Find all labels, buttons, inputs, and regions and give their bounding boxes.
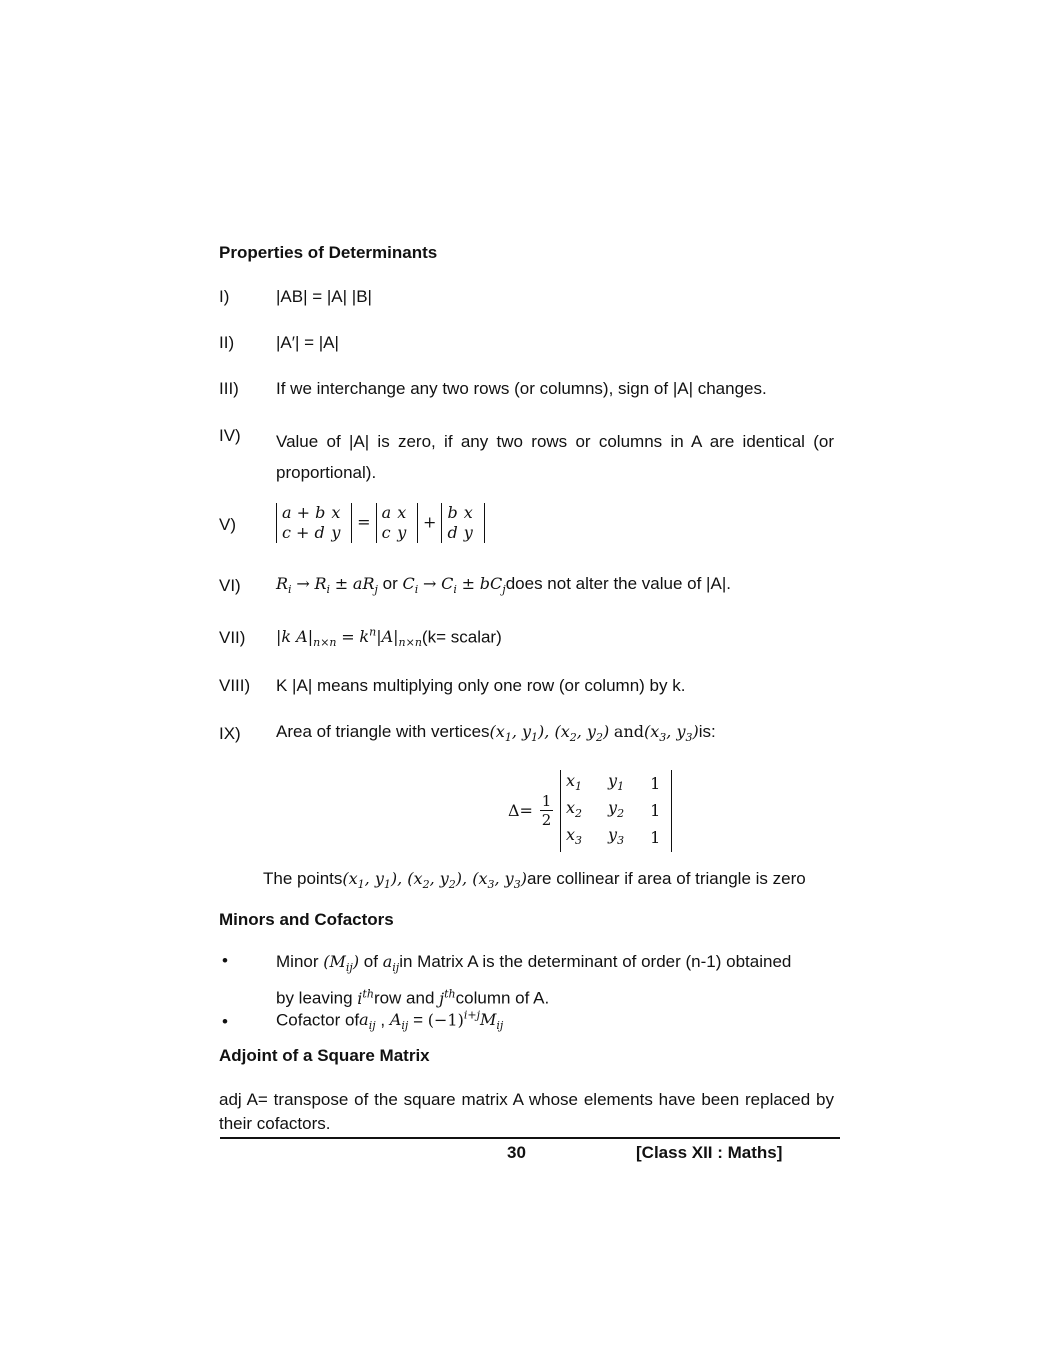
item-text: does not alter the value of |A|.: [505, 574, 731, 593]
section-title-minors: Minors and Cofactors: [219, 910, 394, 929]
area-formula: Δ= $\frac{1}{2}$ $x_1$ $y_1$ 1 $x_2$ $y_2$ 1 $x_3$ $y_3$ 1: [508, 770, 672, 852]
footer-label: [Class XII : Maths]: [636, 1143, 783, 1162]
item-number: IX): [219, 724, 241, 743]
item-number: II): [219, 333, 235, 352]
item-number: I): [219, 287, 230, 306]
determinant-sum-property: a + b x c + d y = a x c y + b x d y: [276, 503, 485, 543]
collinear-condition: The $points(x_1$, $y_1$), ($x_2$, $y_2$), ($x_3$, $y_3)are$ collinear if area of triangle is zero: [263, 869, 806, 892]
bullet-point: •: [222, 1012, 228, 1031]
item-number: III): [219, 379, 239, 398]
item-text: |AB| = |A| |B|: [276, 287, 372, 306]
minor-definition: Minor $(M_{ij})$ of $a_{ij}in$ Matrix A is the determinant of order (n-1) obtained by leaving $i^{th}row$ and $j^{th}column$ of A.: [276, 952, 792, 1008]
item-number: V): [219, 515, 236, 534]
item-text: |A′| = |A|: [276, 333, 339, 352]
row-operation-property: $R_i \to R_i \pm aR_j$ or $C_i \to C_i$ ± $bC_jdoes$ not alter the value of |A|.: [276, 574, 731, 597]
scalar-property: |k $A|_{n\times n} = k^n|A|_{n\times n}(k=$ scalar): [276, 626, 502, 650]
item-number: VII): [219, 628, 246, 647]
footer-divider: [220, 1137, 840, 1139]
item-number: VI): [219, 576, 241, 595]
triangle-area-property: Area of triangle with $vertices(x_1$, $y_1$), ($x_2$, $y_2$) $and(x_3$, $y_3)is$:: [276, 722, 716, 745]
section-title-adjoint: Adjoint of a Square Matrix: [219, 1046, 430, 1065]
item-number: VIII): [219, 676, 251, 695]
item-text: If we interchange any two rows (or columns), sign of |A| changes.: [276, 379, 767, 398]
item-text: K |A| means multiplying only one row (or column) by k.: [276, 676, 686, 695]
item-text: Value of |A| is zero, if any two rows or columns in A are identical (or proportional).: [276, 432, 834, 482]
page-number: 30: [507, 1143, 526, 1162]
item-number: IV): [219, 426, 241, 445]
bullet-point: •: [222, 951, 228, 970]
item-text: (k= scalar): [421, 627, 502, 647]
adjoint-definition: adj A= transpose of the square matrix A whose elements have been replaced by their cofactors.: [219, 1090, 834, 1133]
section-title-properties: Properties of Determinants: [219, 243, 438, 262]
cofactor-definition: Cofactor ofa$_{ij}$ , $A_{ij} = (-1)^{i+j}M_{ij}$: [276, 1009, 504, 1033]
